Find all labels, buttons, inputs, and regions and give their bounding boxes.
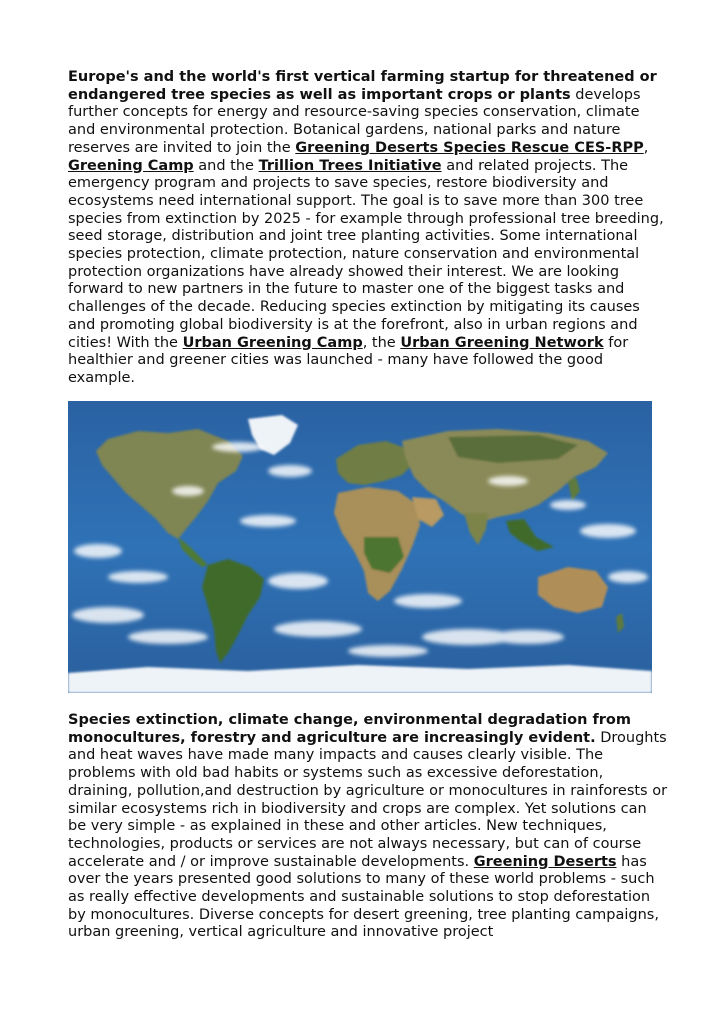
antarctica [68,665,652,693]
urban-greening-camp-link[interactable]: Urban Greening Camp [182,334,363,351]
body-text: , [643,139,649,156]
intro-heading: Europe's and the world's first vertical farming startup for threatened or endangered tree species as well as important crops or plants [68,69,657,103]
body-text: and related projects. The emergency program and projects to save species, restore biodiversity and ecosystems need international support. The goal is to save more than 300 tree species from extinction by 2025 - for example through professional tree breeding, seed storage, distribution and joint tree planting activities. Some international species protection, climate protection, nature conservation and environmental protection organizations have already showed their interest. We are looking forward to new partners in the future to master one of the biggest tasks and challenges of the decade. Reducing species extinction by mitigating its causes and promoting global biodiversity is at the forefront, also in urban regions and cities! With the [68,157,664,351]
world-map-image [68,401,652,693]
second-heading: Species extinction, climate change, environmental degradation from monocultures, forestry and agriculture are increasingly evident. [68,712,631,746]
body-text: and the [193,157,259,174]
body-text: for healthier and greener cities was launched - many have followed the good example. [68,334,629,386]
urban-greening-network-link[interactable]: Urban Greening Network [400,334,604,351]
second-paragraph [68,712,668,942]
intro-paragraph [68,69,668,388]
trillion-trees-initiative-link[interactable]: Trillion Trees Initiative [258,157,442,174]
body-text: , the [362,334,401,351]
greening-deserts-link[interactable]: Greening Deserts [473,853,617,870]
body-text: Droughts and heat waves have made many impacts and causes clearly visible. The problems with old bad habits or systems such as excessive deforestation, draining, pollution,and destruction by agriculture or monocultures in rainforests or similar ecosystems rich in biodiversity and crops are complex. Yet solutions can be very simple - as explained in these and other articles. New techniques, technologies, products or services are not always necessary, but can of course accelerate and / or improve sustainable developments. [68,729,668,870]
greening-camp-link[interactable]: Greening Camp [68,157,194,174]
greening-deserts-species-rescue-link[interactable]: Greening Deserts Species Rescue CES-RPP [295,139,644,156]
body-text: develops further concepts for energy and resource-saving species conservation, climate and environmental protection. Botanical gardens, national parks and nature reserves are invited to join the [68,86,641,156]
body-text: has over the years presented good solutions to many of these world problems - such as really effective developments and sustainable solutions to stop deforestation by monocultures. Diverse concepts for desert greening, tree planting campaigns, urban greening, vertical agriculture and innovative project [68,853,659,941]
